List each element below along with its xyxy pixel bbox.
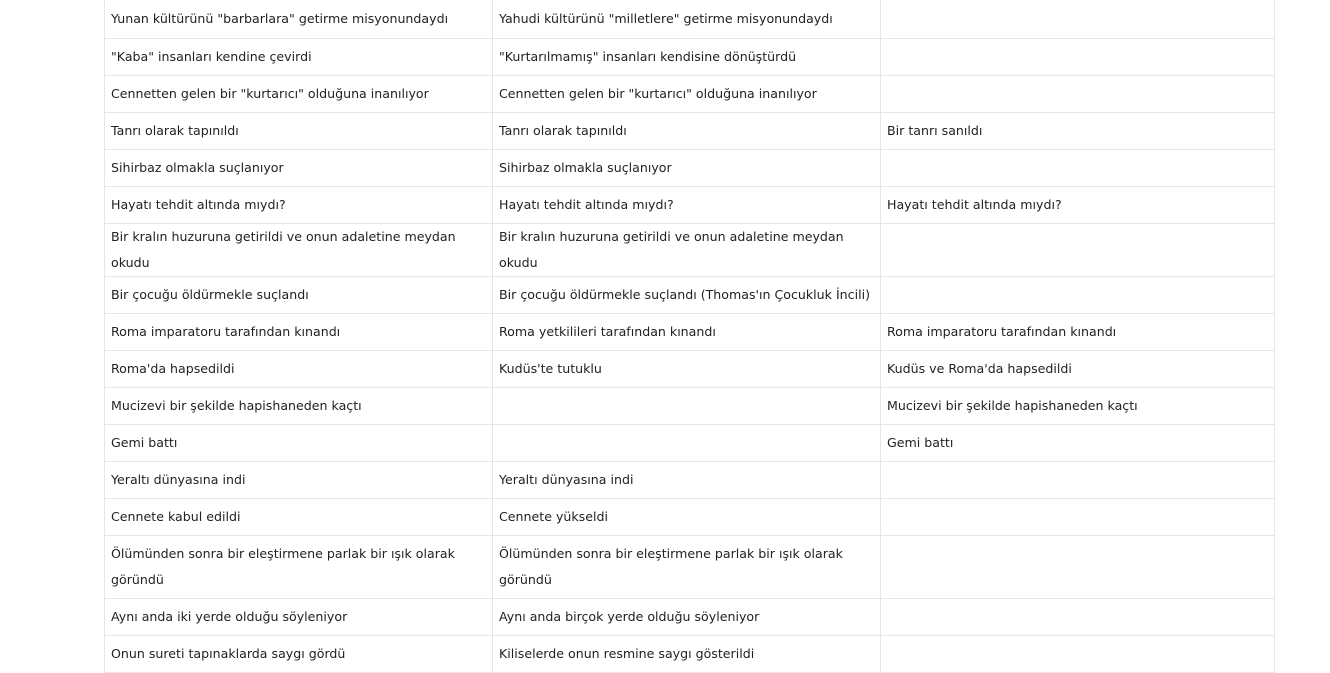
table-cell: Gemi battı — [105, 425, 493, 462]
table-cell — [881, 150, 1275, 187]
table-cell — [881, 76, 1275, 113]
table-row — [105, 76, 1275, 113]
table-cell: Yunan kültürünü "barbarlara" getirme misyonundaydı — [105, 0, 493, 39]
table-cell — [881, 499, 1275, 536]
table-cell: Cennete kabul edildi — [105, 499, 493, 536]
table-cell: Roma imparatoru tarafından kınandı — [881, 314, 1275, 351]
table-cell: Bir tanrı sanıldı — [881, 113, 1275, 150]
table-cell: Bir kralın huzuruna getirildi ve onun adaletine meydan okudu — [105, 224, 493, 277]
table-cell: Gemi battı — [881, 425, 1275, 462]
table-cell: Yeraltı dünyasına indi — [493, 462, 881, 499]
table-cell: Aynı anda iki yerde olduğu söyleniyor — [105, 599, 493, 636]
table-cell: Cennetten gelen bir "kurtarıcı" olduğuna inanılıyor — [493, 76, 881, 113]
table-row — [105, 113, 1275, 150]
table-cell — [881, 224, 1275, 277]
table-cell — [493, 425, 881, 462]
table-row — [105, 499, 1275, 536]
table-cell: Roma yetkilileri tarafından kınandı — [493, 314, 881, 351]
table-row — [105, 187, 1275, 224]
table-row — [105, 39, 1275, 76]
table-cell — [881, 636, 1275, 673]
comparison-table-container — [104, 0, 1274, 673]
table-row — [105, 425, 1275, 462]
table-row — [105, 636, 1275, 673]
table-cell: Bir çocuğu öldürmekle suçlandı (Thomas'ın Çocukluk İncili) — [493, 277, 881, 314]
table-cell: Roma'da hapsedildi — [105, 351, 493, 388]
table-row — [105, 536, 1275, 599]
table-cell: Aynı anda birçok yerde olduğu söyleniyor — [493, 599, 881, 636]
table-row — [105, 277, 1275, 314]
table-cell — [493, 388, 881, 425]
table-cell: Kudüs'te tutuklu — [493, 351, 881, 388]
table-cell: Hayatı tehdit altında mıydı? — [881, 187, 1275, 224]
table-cell: Yeraltı dünyasına indi — [105, 462, 493, 499]
table-cell: "Kurtarılmamış" insanları kendisine dönüştürdü — [493, 39, 881, 76]
table-cell: Cennete yükseldi — [493, 499, 881, 536]
table-cell — [881, 0, 1275, 39]
table-row — [105, 388, 1275, 425]
table-row — [105, 599, 1275, 636]
table-row — [105, 314, 1275, 351]
table-cell — [881, 39, 1275, 76]
table-cell: Cennetten gelen bir "kurtarıcı" olduğuna inanılıyor — [105, 76, 493, 113]
table-cell — [881, 536, 1275, 599]
table-cell: Kiliselerde onun resmine saygı gösterildi — [493, 636, 881, 673]
table-row — [105, 150, 1275, 187]
table-cell: Tanrı olarak tapınıldı — [493, 113, 881, 150]
table-cell: Bir kralın huzuruna getirildi ve onun adaletine meydan okudu — [493, 224, 881, 277]
table-cell: Sihirbaz olmakla suçlanıyor — [105, 150, 493, 187]
table-cell: Ölümünden sonra bir eleştirmene parlak bir ışık olarak göründü — [105, 536, 493, 599]
comparison-table — [104, 0, 1275, 673]
table-cell: Roma imparatoru tarafından kınandı — [105, 314, 493, 351]
table-cell: Tanrı olarak tapınıldı — [105, 113, 493, 150]
table-cell — [881, 277, 1275, 314]
table-cell: Hayatı tehdit altında mıydı? — [105, 187, 493, 224]
table-cell — [881, 462, 1275, 499]
table-cell: Sihirbaz olmakla suçlanıyor — [493, 150, 881, 187]
table-cell: Yahudi kültürünü "milletlere" getirme misyonundaydı — [493, 0, 881, 39]
table-cell: Hayatı tehdit altında mıydı? — [493, 187, 881, 224]
table-cell: Mucizevi bir şekilde hapishaneden kaçtı — [105, 388, 493, 425]
table-cell: Onun sureti tapınaklarda saygı gördü — [105, 636, 493, 673]
table-cell: Kudüs ve Roma'da hapsedildi — [881, 351, 1275, 388]
table-row — [105, 462, 1275, 499]
table-row — [105, 0, 1275, 39]
table-cell: Ölümünden sonra bir eleştirmene parlak bir ışık olarak göründü — [493, 536, 881, 599]
table-cell: "Kaba" insanları kendine çevirdi — [105, 39, 493, 76]
table-row — [105, 351, 1275, 388]
table-cell: Bir çocuğu öldürmekle suçlandı — [105, 277, 493, 314]
table-cell — [881, 599, 1275, 636]
table-cell: Mucizevi bir şekilde hapishaneden kaçtı — [881, 388, 1275, 425]
table-row — [105, 224, 1275, 277]
